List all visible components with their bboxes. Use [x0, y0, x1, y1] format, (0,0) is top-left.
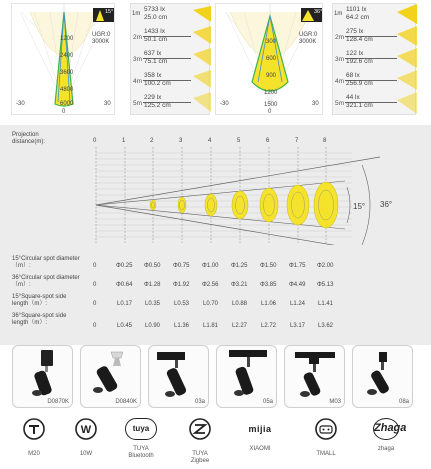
- polar-chart-wide: [215, 3, 323, 115]
- table-cell: L0.53: [174, 301, 190, 307]
- lux-value: 1433 lx: [144, 28, 165, 35]
- lux-m-1-wide: 1m: [334, 11, 343, 17]
- table-cell: Φ1.92: [173, 282, 190, 288]
- w-icon: [75, 418, 97, 440]
- table-cell: Φ0.25: [116, 263, 133, 269]
- polar-tick-3: 3600: [60, 70, 74, 76]
- polar-chart-narrow: [11, 3, 115, 115]
- beam-angle-narrow: 15°: [105, 9, 114, 15]
- polar-tick-3: 900: [266, 73, 277, 79]
- feature-label: TUYA Bluetooth: [128, 446, 154, 459]
- table-cell: Φ0.50: [144, 263, 161, 269]
- product-label: M03: [329, 399, 341, 405]
- feature-10w: [56, 416, 116, 466]
- feature-label: TMALL: [316, 451, 336, 457]
- feature-label: M20: [28, 451, 40, 457]
- table-cell: Φ5.13: [317, 282, 334, 288]
- beam-angle-36-label: 36°: [380, 200, 393, 209]
- polar-tick-4: 4800: [60, 87, 74, 93]
- beam-angle-badge-narrow: [93, 8, 114, 22]
- projection-diagram: [0, 125, 431, 345]
- row-label: 36°Circular spot diameter （m）:: [12, 275, 80, 288]
- feature-zhaga: [356, 416, 416, 466]
- beam-angle-15-label: 15°: [353, 202, 366, 211]
- cct-label-wide: 3000K: [299, 39, 317, 45]
- distance-label: 4m: [133, 78, 143, 85]
- feature-tuya-zigbee: [170, 416, 230, 466]
- tuya-icon: tuya: [125, 418, 157, 440]
- table-cell: Φ1.50: [260, 263, 277, 269]
- product-label: 03a: [194, 399, 205, 405]
- zhaga-icon: Zhaga: [373, 418, 399, 440]
- table-cell: 0: [93, 263, 97, 269]
- lux-value: 44 lx: [346, 94, 360, 101]
- distance-tick: 7: [295, 138, 299, 144]
- product-label: 05a: [262, 399, 273, 405]
- angle-left-wide: -30: [220, 101, 229, 107]
- table-cell: L2.72: [261, 323, 277, 329]
- table-cell: Φ4.49: [289, 282, 306, 288]
- spot-diameter: 125.2 cm: [144, 102, 171, 109]
- table-cell: L1.81: [203, 323, 219, 329]
- spot-diameter: 256.9 cm: [346, 80, 373, 87]
- table-cell: L0.17: [117, 301, 133, 307]
- distance-label: 2m: [335, 34, 345, 41]
- product-card[interactable]: [148, 345, 209, 408]
- angle-center-narrow: 0: [62, 109, 66, 115]
- ugr-label-narrow: UGR:0: [92, 32, 111, 38]
- lux-value: 5733 lx: [144, 6, 165, 13]
- polar-tick-5: 1500: [264, 102, 278, 108]
- table-cell: Φ1.28: [144, 282, 161, 288]
- distance-label: 2m: [133, 34, 143, 41]
- distance-label: 3m: [335, 56, 345, 63]
- table-cell: 0: [93, 282, 97, 288]
- table-cell: L0.70: [203, 301, 219, 307]
- distance-tick: 8: [323, 138, 327, 144]
- product-label: D0870K: [47, 399, 69, 405]
- polar-tick-2: 600: [266, 56, 277, 62]
- lux-value: 637 lx: [144, 50, 162, 57]
- beam-angle-badge-wide: [301, 8, 322, 22]
- ugr-label-wide: UGR:0: [299, 32, 318, 38]
- feature-label: 10W: [79, 451, 93, 457]
- distance-tick: 0: [93, 138, 97, 144]
- feature-label: TUYA Zigbee: [190, 451, 210, 464]
- lux-value: 358 lx: [144, 72, 162, 79]
- m20-icon: [23, 418, 45, 440]
- table-cell: 0: [93, 301, 97, 307]
- polar-tick-1: 1200: [60, 36, 74, 42]
- table-cell: Φ0.75: [173, 263, 190, 269]
- distance-tick: 2: [150, 138, 154, 144]
- table-cell: L1.06: [261, 301, 277, 307]
- distance-tick: 6: [266, 138, 270, 144]
- spot-diameter: 321.1 cm: [346, 102, 373, 109]
- spot-diameter: 192.6 cm: [346, 58, 373, 65]
- lux-value: 122 lx: [346, 50, 364, 57]
- table-cell: Φ0.64: [116, 282, 133, 288]
- product-card[interactable]: [284, 345, 345, 408]
- beam-angle-wide: 36°: [314, 9, 323, 15]
- light-cone-icon: [131, 4, 211, 116]
- product-card[interactable]: [216, 345, 277, 408]
- spot-diameter: 50.1 cm: [144, 36, 168, 43]
- feature-tmall: [296, 416, 356, 466]
- angle-right-narrow: 30: [104, 101, 111, 107]
- product-card[interactable]: [80, 345, 141, 408]
- cct-label-narrow: 3000K: [92, 39, 110, 45]
- product-label: 08a: [398, 399, 409, 405]
- spot-diameter: 100.2 cm: [144, 80, 171, 87]
- distance-label: 5m: [133, 100, 143, 107]
- distance-label: 4m: [335, 78, 345, 85]
- table-cell: L2.27: [232, 323, 248, 329]
- table-cell: L1.41: [318, 301, 334, 307]
- spot-diameter: 25.0 cm: [144, 14, 168, 21]
- tmall-icon: [315, 418, 337, 440]
- zigbee-icon: [189, 418, 211, 440]
- table-cell: Φ1.25: [231, 263, 248, 269]
- table-cell: L3.62: [318, 323, 334, 329]
- polar-tick-1: 300: [266, 39, 277, 45]
- svg-text:W: W: [80, 424, 92, 436]
- table-cell: Φ1.00: [202, 263, 219, 269]
- table-cell: Φ1.75: [289, 263, 306, 269]
- lux-value: 229 lx: [144, 94, 162, 101]
- table-cell: L0.88: [232, 301, 248, 307]
- lux-value: 1101 lx: [346, 6, 367, 13]
- table-cell: L3.17: [290, 323, 306, 329]
- polar-tick-4: 1200: [264, 90, 278, 96]
- lux-table-wide: [332, 3, 416, 115]
- table-cell: 0: [93, 323, 97, 329]
- feature-xiaomi: [230, 416, 290, 466]
- row-label: 15°Circular spot diameter （m）:: [12, 256, 80, 269]
- distance-label: 5m: [335, 100, 345, 107]
- table-cell: L1.24: [290, 301, 306, 307]
- lux-value: 68 lx: [346, 72, 360, 79]
- angle-right-wide: 30: [312, 101, 319, 107]
- lux-m-1-narrow: 1m: [132, 11, 141, 17]
- table-cell: L0.90: [145, 323, 161, 329]
- angle-left-narrow: -30: [16, 101, 25, 107]
- distance-tick: 4: [208, 138, 212, 144]
- table-cell: L0.45: [117, 323, 133, 329]
- mijia-icon: mijia: [248, 424, 272, 434]
- feature-m20: [4, 416, 64, 466]
- table-cell: Φ2.56: [202, 282, 219, 288]
- product-card[interactable]: [12, 345, 73, 408]
- angle-center-wide: 0: [268, 109, 272, 115]
- polar-tick-2: 2400: [60, 53, 74, 59]
- lux-table-narrow: [130, 3, 210, 115]
- table-cell: Φ3.21: [231, 282, 248, 288]
- polar-tick-5: 6000: [60, 101, 74, 107]
- spot-diameter: 64.2 cm: [346, 14, 370, 21]
- spot-diameter: 75.1 cm: [144, 58, 168, 65]
- row-label: 36°Square-spot side length（m）:: [12, 313, 67, 326]
- table-cell: L0.35: [145, 301, 161, 307]
- light-cone-icon: [333, 4, 417, 116]
- table-cell: Φ2.00: [317, 263, 334, 269]
- spot-diameter: 128.4 cm: [346, 36, 373, 43]
- distance-label: 3m: [133, 56, 143, 63]
- lux-value: 275 lx: [346, 28, 364, 35]
- distance-tick: 3: [179, 138, 183, 144]
- feature-label: zhaga: [377, 446, 395, 452]
- row-label: 15°Square-spot side length（m）:: [12, 294, 67, 307]
- projection-distance-label: Projection distance(m):: [12, 132, 46, 145]
- table-cell: Φ3.85: [260, 282, 277, 288]
- feature-tuya-bluetooth: [111, 416, 171, 466]
- distance-tick: 1: [122, 138, 126, 144]
- distance-tick: 5: [237, 138, 241, 144]
- product-label: D0840K: [115, 399, 137, 405]
- feature-label: XIAOMI: [249, 446, 271, 452]
- product-card[interactable]: [352, 345, 413, 408]
- table-cell: L1.36: [174, 323, 190, 329]
